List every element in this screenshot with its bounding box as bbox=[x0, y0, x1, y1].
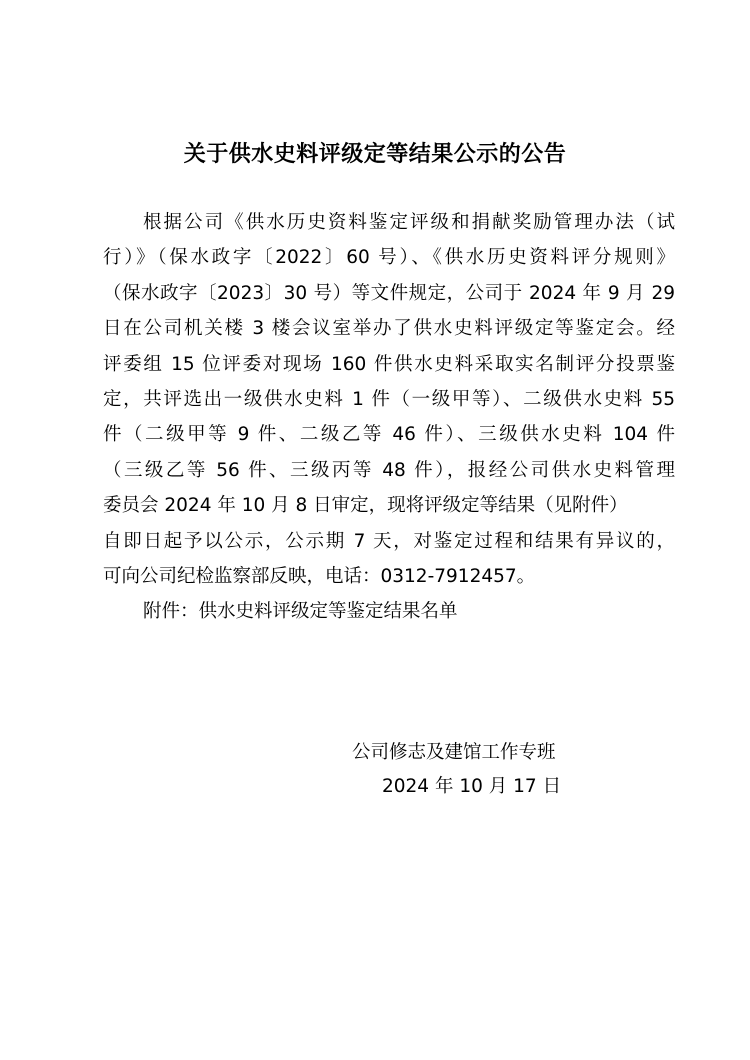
body-line: （保水政字〔2023〕30 号）等文件规定，公司于 2024 年 9 月 29 bbox=[103, 282, 675, 304]
document-body bbox=[103, 205, 675, 630]
signature-date: 2024 年 10 月 17 日 bbox=[382, 776, 562, 797]
body-line: 定，共评选出一级供水史料 1 件（一级甲等）、二级供水史料 55 bbox=[103, 389, 675, 411]
body-line: （三级乙等 56 件、三级丙等 48 件），报经公司供水史料管理 bbox=[103, 459, 675, 481]
body-line: 评委组 15 位评委对现场 160 件供水史料采取实名制评分投票鉴 bbox=[103, 353, 675, 375]
body-line: 根据公司《供水历史资料鉴定评级和捐献奖励管理办法（试 bbox=[143, 212, 675, 233]
body-line: 委员会 2024 年 10 月 8 日审定，现将评级定等结果（见附件） bbox=[103, 495, 628, 517]
attachment-line: 附件：供水史料评级定等鉴定结果名单 bbox=[143, 601, 458, 623]
body-line: 可向公司纪检监察部反映，电话：0312-7912457。 bbox=[103, 566, 536, 588]
signature-organization: 公司修志及建馆工作专班 bbox=[352, 742, 556, 763]
document-title: 关于供水史料评级定等结果公示的公告 bbox=[183, 141, 567, 167]
body-line: 行）》（保水政字〔2022〕60 号）、《供水历史资料评分规则》 bbox=[103, 247, 675, 269]
body-line: 自即日起予以公示，公示期 7 天，对鉴定过程和结果有异议的， bbox=[103, 530, 675, 552]
body-line: 日在公司机关楼 3 楼会议室举办了供水史料评级定等鉴定会。经 bbox=[103, 318, 675, 340]
body-line: 件（二级甲等 9 件、二级乙等 46 件）、三级供水史料 104 件 bbox=[103, 424, 675, 446]
